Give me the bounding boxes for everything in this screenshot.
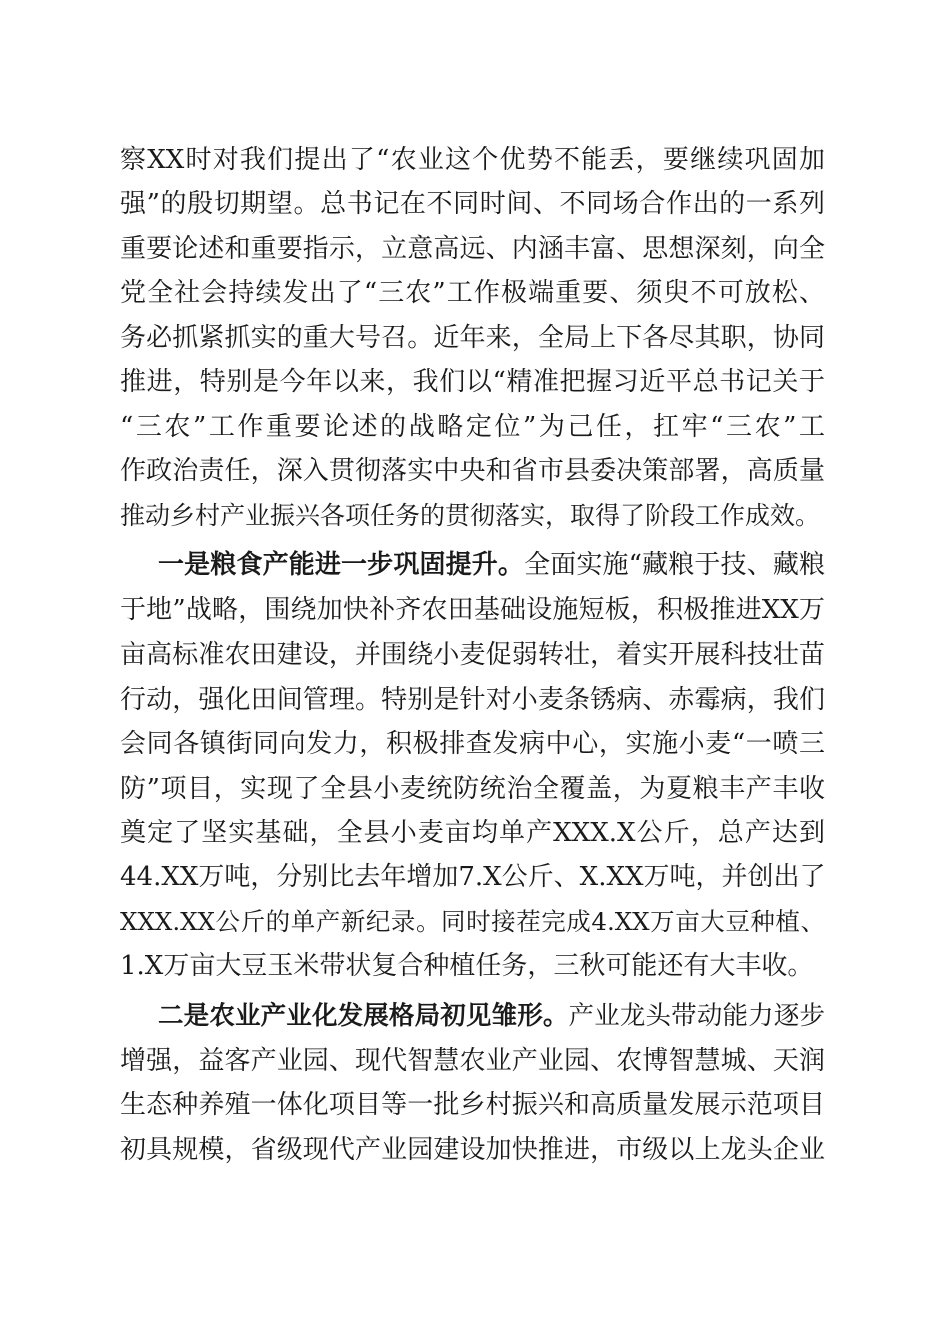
paragraph-line: 防”项目，实现了全县小麦统防统治全覆盖，为夏粮丰产丰收	[120, 774, 825, 804]
paragraph-line: 推动乡村产业振兴各项任务的贯彻落实，取得了阶段工作成效。	[120, 501, 821, 530]
section-1-first-line	[158, 545, 825, 585]
paragraph-line: 强”的殷切期望。总书记在不同时间、不同场合作出的一系列	[120, 189, 825, 219]
paragraph-line: 会同各镇街同向发力，积极排查发病中心，实施小麦“一喷三	[120, 729, 825, 759]
section-2-first-line-text: 产业龙头带动能力逐步	[568, 1001, 825, 1031]
section-1-first-line-text: 全面实施“藏粮于技、藏粮	[524, 550, 825, 580]
paragraph-line: 44.XX万吨，分别比去年增加7.X公斤、X.XX万吨，并创出了	[120, 862, 825, 892]
paragraph-line: 重要论述和重要指示，立意高远、内涵丰富、思想深刻，向全	[120, 234, 825, 264]
paragraph-line: “三农”工作重要论述的战略定位”为己任，扛牢“三农”工	[120, 412, 825, 442]
paragraph-line: XXX.XX公斤的单产新纪录。同时接茬完成4.XX万亩大豆种植、	[120, 907, 825, 936]
section-1-heading: 一是粮食产能进一步巩固提升。	[158, 550, 525, 580]
paragraph-line: 党全社会持续发出了“三农”工作极端重要、须臾不可放松、	[120, 278, 825, 308]
paragraph-line: 于地”战略，围绕加快补齐农田基础设施短板，积极推进XX万	[120, 595, 825, 625]
paragraph-line: 生态种养殖一体化项目等一批乡村振兴和高质量发展示范项目	[120, 1090, 825, 1120]
section-2-first-line	[158, 996, 825, 1036]
paragraph-line: 1.X万亩大豆玉米带状复合种植任务，三秋可能还有大丰收。	[120, 951, 814, 981]
paragraph-line: 务必抓紧抓实的重大号召。近年来，全局上下各尽其职，协同	[120, 323, 825, 353]
paragraph-line: 亩高标准农田建设，并围绕小麦促弱转壮，着实开展科技壮苗	[120, 640, 825, 670]
paragraph-line: 行动，强化田间管理。特别是针对小麦条锈病、赤霉病，我们	[120, 685, 825, 715]
paragraph-line: 察XX时对我们提出了“农业这个优势不能丢，要继续巩固加	[120, 145, 825, 175]
paragraph-line: 作政治责任，深入贯彻落实中央和省市县委决策部署，高质量	[120, 456, 825, 486]
paragraph-line: 奠定了坚实基础，全县小麦亩均单产XXX.X公斤，总产达到	[120, 818, 825, 848]
paragraph-line: 增强，益客产业园、现代智慧农业产业园、农博智慧城、天润	[120, 1046, 825, 1076]
paragraph-line: 初具规模，省级现代产业园建设加快推进，市级以上龙头企业	[120, 1135, 825, 1165]
paragraph-line: 推进，特别是今年以来，我们以“精准把握习近平总书记关于	[120, 367, 825, 397]
section-2-heading: 二是农业产业化发展格局初见雏形。	[158, 1001, 569, 1031]
